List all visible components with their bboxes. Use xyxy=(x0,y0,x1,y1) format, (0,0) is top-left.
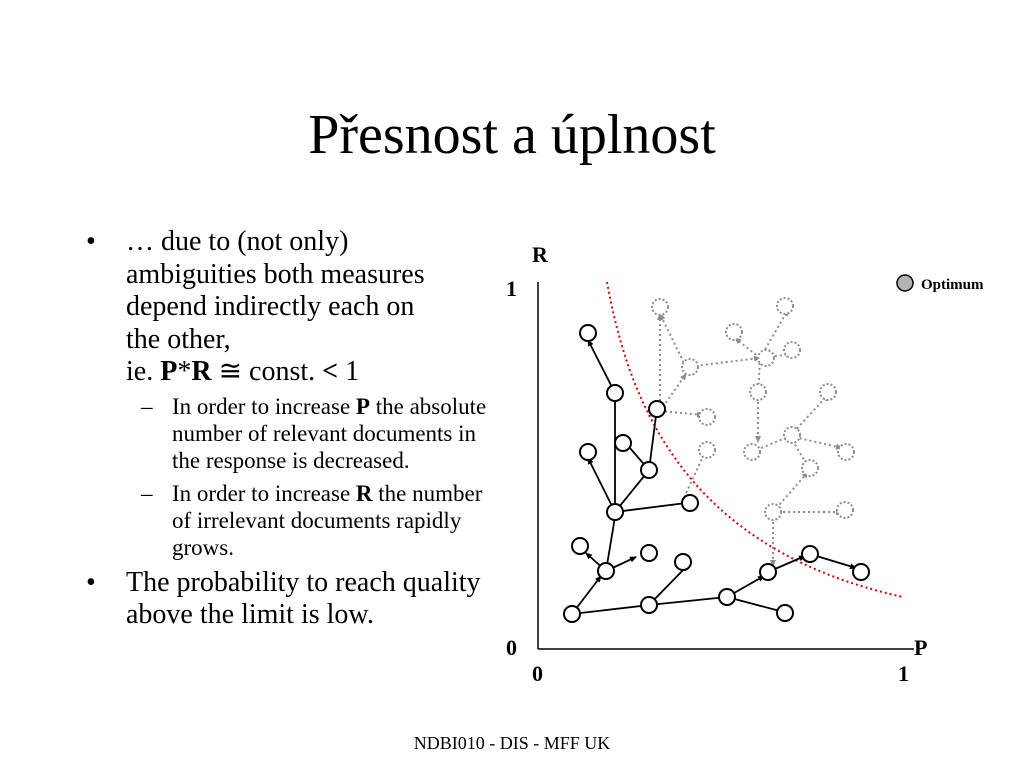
slide-title: Přesnost a úplnost xyxy=(308,104,716,166)
solid-node xyxy=(760,564,776,580)
x-tick-left: 0 xyxy=(532,661,543,686)
solid-node xyxy=(564,606,580,622)
solid-node xyxy=(580,444,596,460)
solid-node xyxy=(719,589,735,605)
solid-node xyxy=(641,545,657,561)
bullet-1-line-3: depend indirectly each on xyxy=(126,291,415,322)
solid-nodes xyxy=(564,325,869,622)
dotted-node xyxy=(758,350,774,366)
x-axis-label: P xyxy=(914,635,928,660)
dotted-node xyxy=(750,384,766,400)
solid-node xyxy=(615,435,631,451)
dotted-graph xyxy=(660,310,842,566)
solid-node xyxy=(572,538,588,554)
formula-r: R xyxy=(191,356,212,387)
sub-2-pre: In order to increase xyxy=(172,480,356,506)
solid-node xyxy=(853,564,869,580)
bullet-dot: • xyxy=(86,226,96,257)
dotted-node xyxy=(682,359,698,375)
x-tick-right: 1 xyxy=(898,661,909,686)
dotted-node xyxy=(652,299,668,315)
y-axis-label: R xyxy=(532,242,548,267)
dotted-node xyxy=(765,504,781,520)
dash-marker: – xyxy=(141,480,153,506)
sub-bullet-list xyxy=(126,393,506,561)
sub-1-pre: In order to increase xyxy=(172,393,356,419)
solid-node xyxy=(641,597,657,613)
formula-lt: < xyxy=(322,356,339,387)
precision-recall-diagram xyxy=(490,230,1010,690)
optimum-legend-label: Optimum xyxy=(921,277,984,293)
dotted-node xyxy=(784,427,800,443)
bullet-dot: • xyxy=(86,566,96,598)
sub-2-post: the number of irrelevant documents rapidly grows. xyxy=(172,480,483,560)
sub-bullet-recall xyxy=(126,480,506,561)
bullet-item-1 xyxy=(86,226,506,561)
y-tick-bottom: 0 xyxy=(506,635,517,660)
y-tick-top: 1 xyxy=(506,276,517,301)
dotted-nodes xyxy=(652,298,854,520)
solid-node xyxy=(580,325,596,341)
bullet-1-line-1: … due to (not only) xyxy=(126,226,349,257)
dotted-node xyxy=(837,502,853,518)
optimum-legend-icon xyxy=(897,275,913,291)
formula-line xyxy=(126,356,506,389)
sub-2-bold: R xyxy=(355,480,373,506)
formula-prefix: ie. xyxy=(126,356,161,387)
sub-bullet-precision xyxy=(126,393,506,474)
formula-star: * xyxy=(177,356,192,387)
dotted-node xyxy=(820,384,836,400)
solid-node xyxy=(802,546,818,562)
solid-node xyxy=(777,605,793,621)
solid-node xyxy=(675,554,691,570)
dotted-node xyxy=(784,342,800,358)
solid-node xyxy=(649,401,665,417)
solid-node xyxy=(682,495,698,511)
sub-1-bold: P xyxy=(355,393,370,419)
slide-footer: NDBI010 - DIS - MFF UK xyxy=(413,733,611,753)
dotted-node xyxy=(802,460,818,476)
solid-node xyxy=(607,385,623,401)
bullet-1-line-4: the other, xyxy=(126,323,231,355)
bullet-1-line-2: ambiguities both measures xyxy=(126,258,425,290)
dotted-node xyxy=(838,444,854,460)
bullet-list xyxy=(86,226,506,638)
bullet-item-2 xyxy=(86,567,506,632)
bullet-2-text: The probability to reach quality above the limit is low. xyxy=(126,566,481,630)
dotted-node xyxy=(726,324,742,340)
solid-node xyxy=(607,504,623,520)
formula-one: 1 xyxy=(338,356,360,387)
solid-node xyxy=(598,563,614,579)
solid-node xyxy=(641,462,657,478)
dotted-node xyxy=(744,444,760,460)
dotted-node xyxy=(777,298,793,314)
dotted-node xyxy=(699,409,715,425)
formula-approx: ≅ xyxy=(211,356,250,387)
dotted-node xyxy=(699,442,715,458)
sub-1-post: the absolute number of relevant documents in the response is decreased. xyxy=(172,393,487,473)
formula-p: P xyxy=(160,356,178,387)
dash-marker: – xyxy=(141,393,153,419)
formula-rest: const. xyxy=(249,356,323,387)
